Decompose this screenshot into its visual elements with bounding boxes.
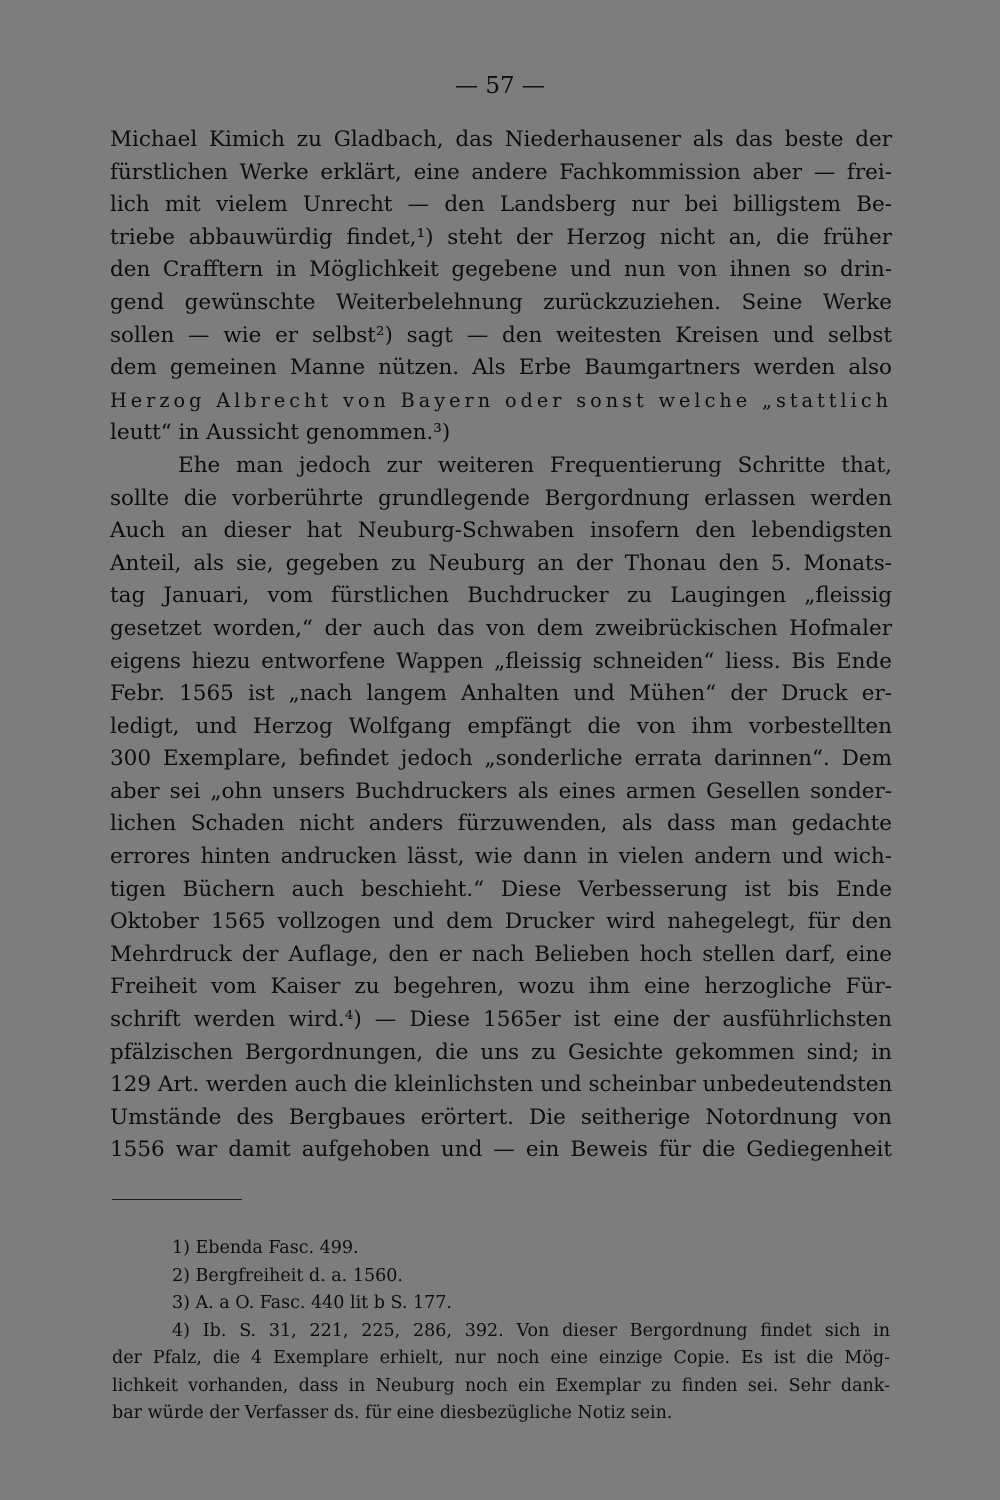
text-line: aber sei „ohn unsers Buchdruckers als eines armen Gesellen sonder-: [110, 778, 892, 804]
text-line: pfälzischen Bergordnungen, die uns zu Gesichte gekommen sind; in: [110, 1039, 892, 1065]
text-line: gend gewünschte Weiterbelehnung zurückzuziehen. Seine Werke: [110, 289, 892, 315]
footnote-2: 2) Bergfreiheit d. a. 1560.: [172, 1265, 403, 1286]
text-line: triebe abbauwürdig findet,¹) steht der Herzog nicht an, die früher: [110, 224, 892, 250]
footnotes: [112, 1235, 890, 1428]
text-line: Umstände des Bergbaues erörtert. Die seitherige Notordnung von: [110, 1104, 892, 1130]
paragraph-end-line: leutt“ in Aussicht genommen.³): [110, 420, 451, 446]
footnote-4-continuation: lichkeit vorhanden, dass in Neuburg noch ein Exemplar zu finden sei. Sehr dank-: [112, 1375, 890, 1396]
footnote-4-continuation: der Pfalz, die 4 Exemplare erhielt, nur noch eine einzige Copie. Es ist die Mög-: [112, 1348, 890, 1368]
text-line: ledigt, und Herzog Wolfgang empfängt die von ihm vorbestellten: [110, 713, 892, 739]
text-line: sollen — wie er selbst²) sagt — den weitesten Kreisen und selbst: [110, 322, 892, 348]
text-line: Herzog Albrecht von Bayern oder sonst welche „stattlich: [110, 388, 892, 412]
text-line: sollte die vorberührte grundlegende Bergordnung erlassen werden: [110, 485, 892, 511]
footnote-1: 1) Ebenda Fasc. 499.: [172, 1238, 359, 1258]
text-line: schrift werden wird.⁴) — Diese 1565er ist eine der ausführlichsten: [110, 1007, 892, 1033]
footnote-4-continuation: bar würde der Verfasser ds. für eine diesbezügliche Notiz sein.: [112, 1403, 673, 1423]
text-line: lichen Schaden nicht anders fürzuwenden, als dass man gedachte: [110, 811, 892, 837]
text-line: Auch an dieser hat Neuburg-Schwaben insofern den lebendigsten: [110, 518, 892, 544]
text-line: 129 Art. werden auch die kleinlichsten und scheinbar unbedeutendsten: [110, 1072, 893, 1098]
text-line: tag Januari, vom fürstlichen Buchdrucker zu Laugingen „fleissig: [110, 583, 892, 609]
text-line: tigen Büchern auch beschieht.“ Diese Verbesserung ist bis Ende: [110, 876, 892, 902]
page-number: — 57 —: [455, 73, 545, 99]
body-text: [110, 124, 892, 1167]
text-line: eigens hiezu entworfene Wappen „fleissig schneiden“ liess. Bis Ende: [110, 648, 892, 674]
footnote-divider: [112, 1199, 242, 1200]
text-line: Anteil, als sie, gegeben zu Neuburg an der Thonau den 5. Monats-: [110, 550, 892, 576]
text-line: gesetzet worden,“ der auch das von dem zweibrückischen Hofmaler: [110, 615, 892, 641]
text-line: Febr. 1565 ist „nach langem Anhalten und Mühen“ der Druck er-: [110, 681, 892, 707]
text-line: Michael Kimich zu Gladbach, das Niederhausener als das beste der: [110, 127, 892, 152]
text-line: fürstlichen Werke erklärt, eine andere Fachkommission aber — frei-: [110, 159, 892, 185]
text-line: Freiheit vom Kaiser zu begehren, wozu ihm eine herzogliche Für-: [110, 974, 892, 1000]
text-line: Mehrdruck der Auflage, den er nach Belieben hoch stellen darf, eine: [110, 941, 892, 967]
text-line: 300 Exemplare, befindet jedoch „sonderliche errata darinnen“. Dem: [110, 746, 892, 772]
paragraph-start-line: Ehe man jedoch zur weiteren Frequentierung Schritte that,: [178, 452, 892, 478]
text-line: lich mit vielem Unrecht — den Landsberg nur bei billigstem Be-: [110, 192, 892, 218]
text-line: 1556 war damit aufgehoben und — ein Beweis für die Gediegenheit: [110, 1137, 892, 1163]
footnote-4: 4) Ib. S. 31, 221, 225, 286, 392. Von dieser Bergordnung findet sich in: [172, 1320, 890, 1341]
text-line: errores hinten andrucken lässt, wie dann in vielen andern und wich-: [110, 844, 892, 870]
text-line: Oktober 1565 vollzogen und dem Drucker wird nahegelegt, für den: [110, 909, 892, 935]
text-line: dem gemeinen Manne nützen. Als Erbe Baumgartners werden also: [110, 355, 892, 381]
text-line: den Crafftern in Möglichkeit gegebene und nun von ihnen so drin-: [110, 257, 892, 283]
footnote-3: 3) A. a O. Fasc. 440 lit b S. 177.: [172, 1293, 452, 1313]
